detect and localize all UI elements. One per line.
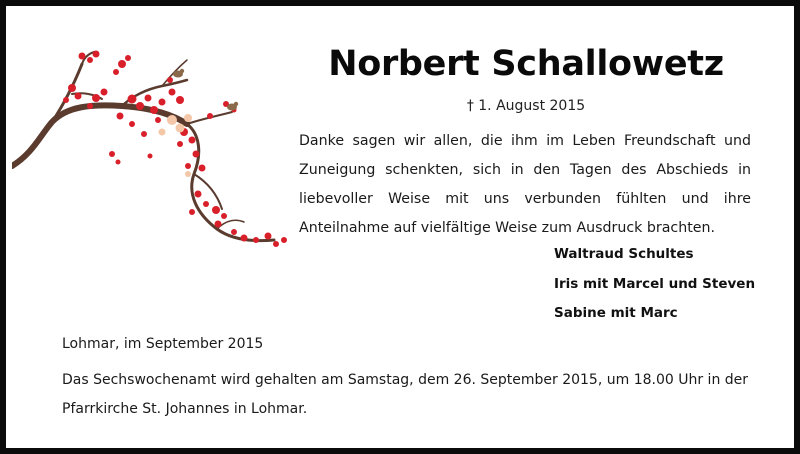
service-notice: Das Sechswochenamt wird gehalten am Samstag, dem 26. September 2015, um 18.00 Uhr in der Pfarrkirche St. Johannes in Lohmar.	[62, 372, 749, 417]
deceased-name: Norbert Schallowetz	[328, 44, 724, 84]
death-date: † 1. August 2015	[466, 98, 586, 114]
signers-list	[554, 240, 755, 329]
thanks-paragraph: Danke sagen wir allen, die ihm im Leben Freundschaft und Zuneigung schenkten, sich in den Tagen des Abschieds in liebevoller Weise mit uns verbunden fühlten und ihre Anteilnahme auf vielfältige Weise zum Ausdruck brachten.	[299, 133, 751, 236]
bird-icon	[173, 69, 184, 78]
place-date: Lohmar, im September 2015	[62, 336, 264, 352]
signer-name: Iris mit Marcel und Steven	[554, 275, 756, 292]
signer-name: Sabine mit Marc	[554, 305, 678, 321]
signer-name: Waltraud Schultes	[554, 246, 694, 262]
cherry-blossom-branch-image	[12, 44, 302, 259]
